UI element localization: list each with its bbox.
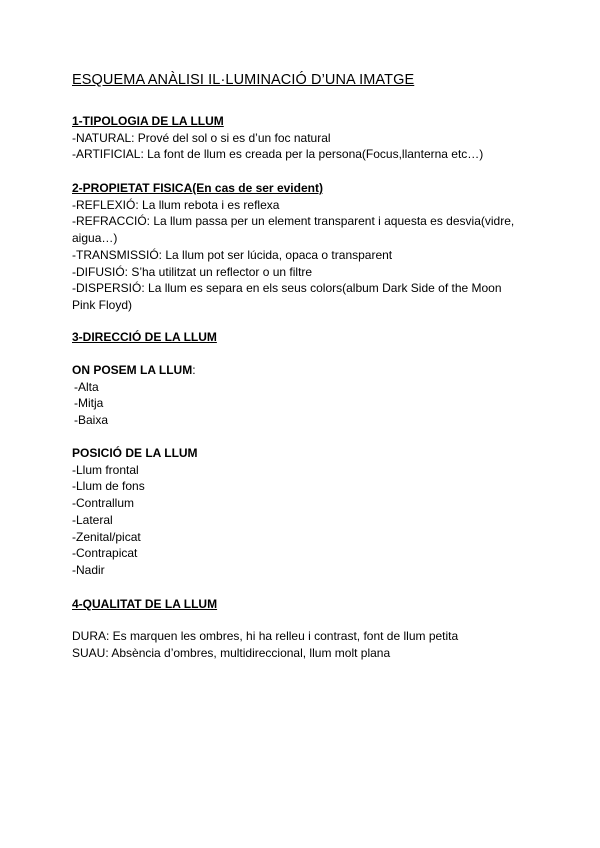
section-heading-tipologia: 1-TIPOLOGIA DE LA LLUM [72, 114, 224, 128]
list-item: -REFRACCIÓ: La llum passa per un element transparent i aquesta es desvia(vidre, aigua…) [72, 214, 515, 246]
on-posem-label: ON POSEM LA LLUM [72, 363, 193, 377]
list-item: -Alta [74, 379, 99, 394]
list-item: -Nadir [72, 562, 105, 577]
list-item: -Baixa [74, 413, 109, 428]
list-item: -Mitja [74, 396, 104, 411]
list-item: -REFLEXIÓ: La llum rebota i es reflexa [72, 197, 280, 212]
on-posem-colon: : [192, 363, 196, 377]
section-heading-qualitat: 4-QUALITAT DE LA LLUM [72, 597, 218, 611]
section-tipologia [72, 113, 542, 163]
section-heading-direccio: 3-DIRECCIÓ DE LA LLUM [72, 330, 217, 344]
list-item: -DISPERSIÓ: La llum es separa en els seus colors(album Dark Side of the Moon Pink Floyd) [72, 281, 502, 312]
document-title: ESQUEMA ANÀLISI IL·LUMINACIÓ D’UNA IMATGE [72, 72, 415, 88]
section-direccio [72, 329, 542, 346]
list-item: -Contrallum [72, 496, 135, 511]
subsection-heading-on-posem [72, 362, 542, 379]
list-item: -Llum de fons [72, 479, 145, 494]
list-item: DURA: Es marquen les ombres, hi ha relleu i contrast, font de llum petita [72, 629, 459, 643]
list-item: -DIFUSIÓ: S’ha utilitzat un reflector o un filtre [72, 264, 313, 279]
section-propietat-fisica [72, 180, 542, 314]
subsection-posicio [72, 445, 542, 579]
list-item: SUAU: Absència d’ombres, multidireccional, llum molt plana [72, 645, 391, 660]
subsection-heading-posicio: POSICIÓ DE LA LLUM [72, 446, 198, 460]
qualitat-descriptions [72, 628, 542, 661]
list-item: -TRANSMISSIÓ: La llum pot ser lúcida, opaca o transparent [72, 247, 393, 262]
list-item: -ARTIFICIAL: La font de llum es creada per la persona(Focus,llanterna etc…) [72, 147, 484, 162]
list-item: -NATURAL: Prové del sol o si es d’un foc natural [72, 130, 331, 145]
list-item: -Zenital/picat [72, 529, 141, 544]
list-item: -Lateral [72, 512, 113, 527]
list-item: -Contrapicat [72, 546, 138, 561]
list-item: -Llum frontal [72, 462, 139, 477]
section-qualitat [72, 596, 542, 613]
section-heading-propietat: 2-PROPIETAT FISICA(En cas de ser evident) [72, 181, 323, 195]
subsection-on-posem [72, 362, 542, 429]
